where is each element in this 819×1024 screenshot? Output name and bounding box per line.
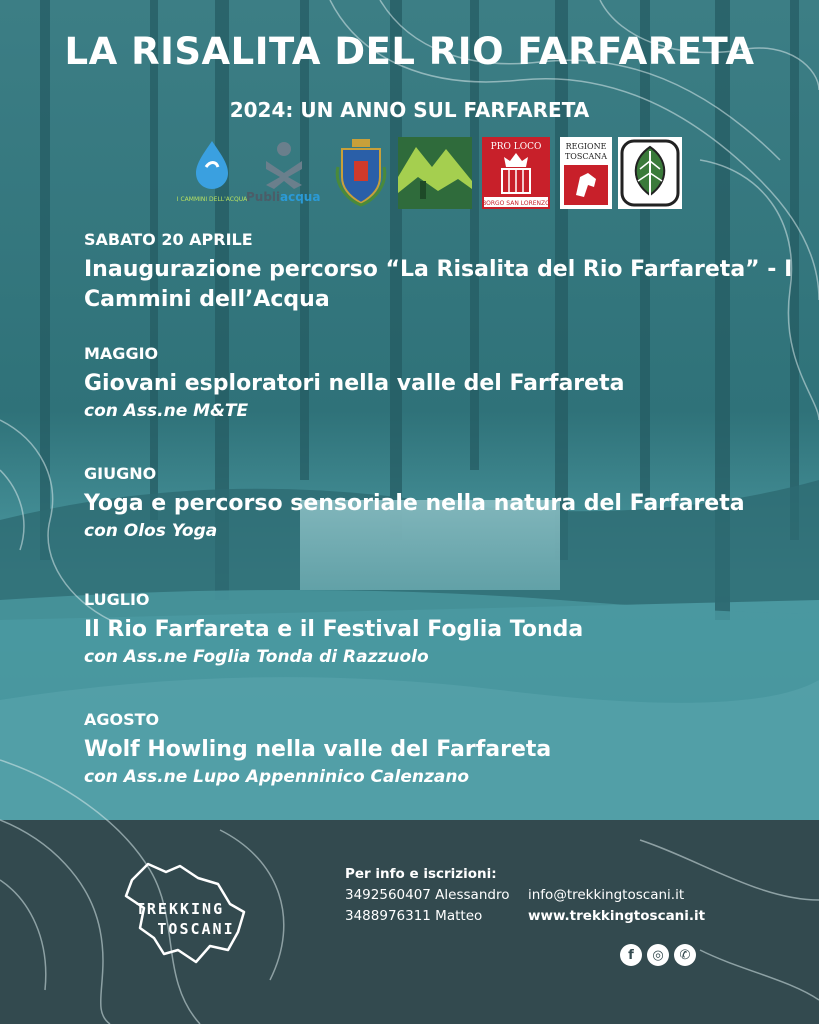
- phone-contact[interactable]: 3488976311 Matteo: [345, 908, 483, 924]
- contact-info: [345, 864, 509, 927]
- social-icons: [620, 944, 696, 966]
- event-date: SABATO 20 APRILE: [84, 230, 253, 249]
- whatsapp-icon[interactable]: ✆: [674, 944, 696, 966]
- email-link[interactable]: info@trekkingtoscani.it: [528, 887, 685, 903]
- event-date: LUGLIO: [84, 590, 150, 609]
- event-item: [84, 464, 745, 541]
- trekking-toscani-logo: [118, 858, 252, 968]
- event-date: GIUGNO: [84, 464, 157, 483]
- event-title: Giovani esploratori nella valle del Farfareta: [84, 371, 625, 396]
- event-title: Il Rio Farfareta e il Festival Foglia Tonda: [84, 617, 584, 642]
- event-date: AGOSTO: [84, 710, 160, 729]
- regione-text-line2: TOSCANA: [564, 152, 608, 161]
- proloco-bottom-text: BORGO SAN LORENZO: [482, 200, 550, 207]
- event-title: Inaugurazione percorso “La Risalita del Rio Farfareta” - I Cammini dell’Acqua: [84, 257, 793, 312]
- proloco-logo: [482, 137, 550, 209]
- poster-title: LA RISALITA DEL RIO FARFARETA: [64, 30, 755, 73]
- event-organizer: con Ass.ne M&TE: [84, 401, 249, 421]
- regione-toscana-logo: [560, 137, 612, 209]
- publiacqua-publi-text: Publi: [246, 190, 281, 204]
- poster-subtitle: 2024: UN ANNO SUL FARFARETA: [229, 98, 590, 122]
- municipal-coat-of-arms-logo: [332, 137, 390, 207]
- park-mountains-logo: [398, 137, 472, 209]
- cammini-logo-text: I CAMMINI DELL'ACQUA: [176, 196, 248, 203]
- leaf-emblem-logo: [618, 137, 682, 209]
- partner-logos: [0, 137, 819, 211]
- event-organizer: con Olos Yoga: [84, 521, 218, 541]
- event-organizer: con Ass.ne Foglia Tonda di Razzuolo: [84, 647, 429, 667]
- event-title: Yoga e percorso sensoriale nella natura del Farfareta: [84, 491, 745, 516]
- proloco-top-text: PRO LOCO: [490, 142, 542, 152]
- brand-line2: TOSCANI: [157, 920, 235, 938]
- publiacqua-logo: [244, 137, 322, 207]
- event-organizer: con Ass.ne Lupo Appenninico Calenzano: [84, 767, 470, 787]
- regione-text-line1: REGIONE: [565, 142, 607, 151]
- event-title: Wolf Howling nella valle del Farfareta: [84, 737, 552, 762]
- online-contacts: [528, 885, 705, 927]
- event-item: [84, 590, 583, 667]
- phone-contact[interactable]: 3492560407 Alessandro: [345, 887, 510, 903]
- event-item: [84, 344, 624, 421]
- info-header: Per info e iscrizioni:: [345, 866, 497, 882]
- facebook-icon[interactable]: f: [620, 944, 642, 966]
- event-item: [84, 230, 794, 315]
- event-date: MAGGIO: [84, 344, 159, 363]
- instagram-icon[interactable]: ◎: [647, 944, 669, 966]
- brand-line1: TREKKING: [135, 900, 225, 918]
- event-item: [84, 710, 551, 787]
- publiacqua-acqua-text: acqua: [280, 190, 321, 204]
- cammini-acqua-logo: [176, 137, 248, 207]
- website-link[interactable]: www.trekkingtoscani.it: [528, 908, 706, 924]
